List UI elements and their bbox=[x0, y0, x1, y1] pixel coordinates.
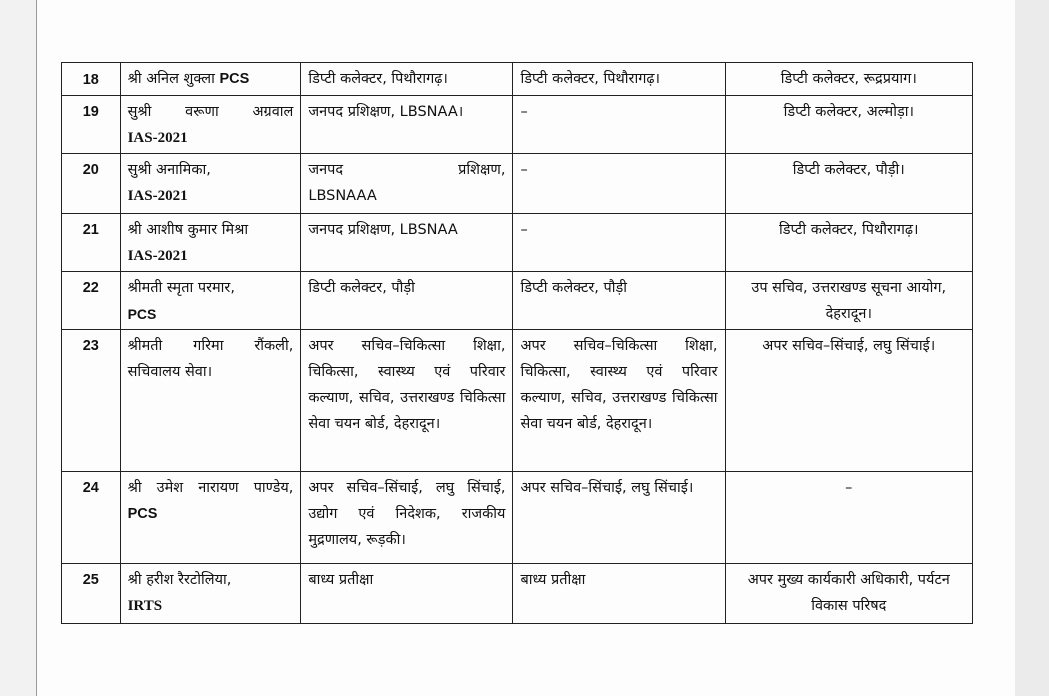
new-posting: उप सचिव, उत्तराखण्ड सूचना आयोग, देहरादून। bbox=[725, 272, 972, 330]
current-posting: अपर सचिव–चिकित्सा शिक्षा, चिकित्सा, स्वास्थ्य एवं परिवार कल्याण, सचिव, उत्तराखण्ड चिकित्सा सेवा चयन बोर्ड, देहरादून। bbox=[513, 330, 725, 472]
current-posting: – bbox=[513, 96, 725, 154]
service-text: IAS-2021 bbox=[127, 188, 188, 204]
name-text: श्री अनिल शुक्ला bbox=[127, 71, 215, 87]
serial-number: 18 bbox=[62, 63, 121, 96]
name-text: श्री उमेश नारायण पाण्डेय, bbox=[127, 480, 294, 496]
previous-posting: जनपद प्रशिक्षण, LBSNAAA bbox=[301, 154, 513, 214]
table-body bbox=[62, 63, 973, 624]
table-row bbox=[62, 472, 973, 564]
service-text: PCS bbox=[127, 506, 158, 522]
officer-name bbox=[120, 154, 301, 214]
service-text: PCS bbox=[127, 306, 157, 322]
new-posting: डिप्टी कलेक्टर, पौड़ी। bbox=[725, 154, 972, 214]
new-posting: डिप्टी कलेक्टर, अल्मोड़ा। bbox=[725, 96, 972, 154]
service-text: PCS bbox=[219, 71, 250, 87]
table-row bbox=[62, 272, 973, 330]
officer-name bbox=[120, 63, 301, 96]
serial-number: 23 bbox=[62, 330, 121, 472]
name-text: श्री हरीश रैरटोलिया, bbox=[127, 572, 232, 588]
service-text: IRTS bbox=[127, 598, 163, 614]
current-posting: डिप्टी कलेक्टर, पिथौरागढ़। bbox=[513, 63, 725, 96]
name-text: सुश्री वरूणा अग्रवाल bbox=[127, 104, 294, 120]
table-row bbox=[62, 96, 973, 154]
serial-number: 22 bbox=[62, 272, 121, 330]
previous-posting: अपर सचिव–चिकित्सा शिक्षा, चिकित्सा, स्वास्थ्य एवं परिवार कल्याण, सचिव, उत्तराखण्ड चिकित्सा सेवा चयन बोर्ड, देहरादून। bbox=[301, 330, 513, 472]
name-text: श्रीमती स्मृता परमार, bbox=[127, 280, 235, 296]
name-text: सुश्री अनामिका, bbox=[127, 162, 211, 178]
new-posting: अपर मुख्य कार्यकारी अधिकारी, पर्यटन विकास परिषद bbox=[725, 564, 972, 624]
new-posting: – bbox=[725, 472, 972, 564]
transfer-table bbox=[61, 62, 973, 624]
service-text: IAS-2021 bbox=[127, 248, 188, 264]
table-row bbox=[62, 564, 973, 624]
current-posting: बाध्य प्रतीक्षा bbox=[513, 564, 725, 624]
previous-posting: अपर सचिव–सिंचाई, लघु सिंचाई, उद्योग एवं निदेशक, राजकीय मुद्रणालय, रूड़की। bbox=[301, 472, 513, 564]
table-row bbox=[62, 63, 973, 96]
name-text: श्री आशीष कुमार मिश्रा bbox=[127, 222, 249, 238]
current-posting: – bbox=[513, 154, 725, 214]
previous-posting: डिप्टी कलेक्टर, पिथौरागढ़। bbox=[301, 63, 513, 96]
current-posting: डिप्टी कलेक्टर, पौड़ी bbox=[513, 272, 725, 330]
officer-name bbox=[120, 214, 301, 272]
serial-number: 19 bbox=[62, 96, 121, 154]
officer-name bbox=[120, 472, 301, 564]
service-text: IAS-2021 bbox=[127, 130, 188, 146]
officer-name bbox=[120, 564, 301, 624]
table-row bbox=[62, 154, 973, 214]
serial-number: 20 bbox=[62, 154, 121, 214]
officer-name bbox=[120, 272, 301, 330]
current-posting: अपर सचिव–सिंचाई, लघु सिंचाई। bbox=[513, 472, 725, 564]
serial-number: 24 bbox=[62, 472, 121, 564]
current-posting: – bbox=[513, 214, 725, 272]
document-page bbox=[36, 0, 1016, 696]
previous-posting: डिप्टी कलेक्टर, पौड़ी bbox=[301, 272, 513, 330]
previous-posting: जनपद प्रशिक्षण, LBSNAA bbox=[301, 214, 513, 272]
previous-posting: बाध्य प्रतीक्षा bbox=[301, 564, 513, 624]
officer-name bbox=[120, 330, 301, 472]
name-text: श्रीमती गरिमा रौंकली, सचिवालय सेवा। bbox=[127, 338, 294, 380]
table-row bbox=[62, 214, 973, 272]
new-posting: डिप्टी कलेक्टर, पिथौरागढ़। bbox=[725, 214, 972, 272]
previous-posting: जनपद प्रशिक्षण, LBSNAA। bbox=[301, 96, 513, 154]
officer-name bbox=[120, 96, 301, 154]
serial-number: 21 bbox=[62, 214, 121, 272]
new-posting: अपर सचिव–सिंचाई, लघु सिंचाई। bbox=[725, 330, 972, 472]
new-posting: डिप्टी कलेक्टर, रूद्रप्रयाग। bbox=[725, 63, 972, 96]
viewer-background bbox=[1015, 0, 1049, 696]
table-row bbox=[62, 330, 973, 472]
serial-number: 25 bbox=[62, 564, 121, 624]
